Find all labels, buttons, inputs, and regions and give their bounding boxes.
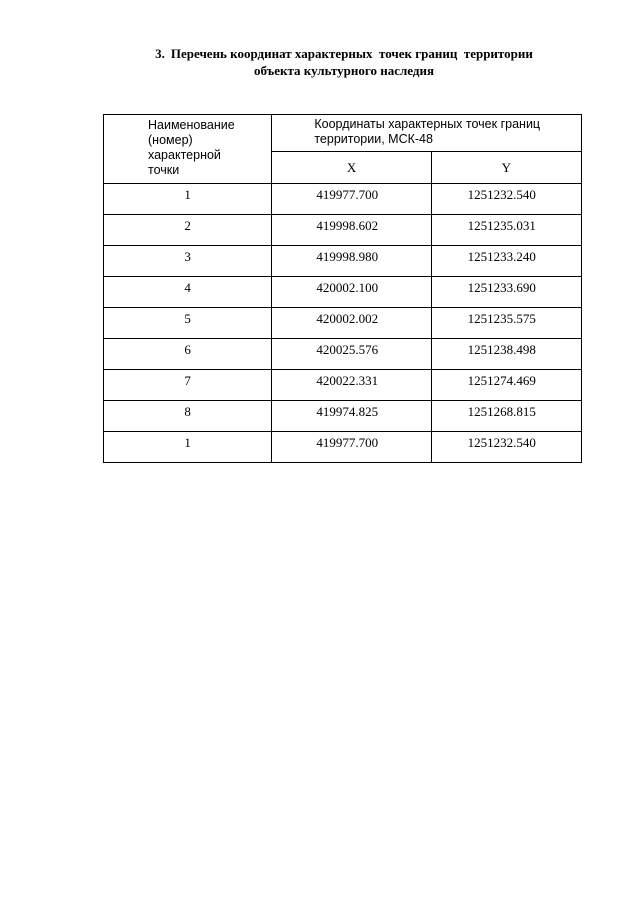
cell-y: 1251274.469	[431, 370, 581, 401]
cell-x: 420002.100	[272, 277, 431, 308]
table-header-row	[104, 115, 582, 152]
heading-line-2: объекта культурного наследия	[254, 63, 434, 78]
cell-x: 419977.700	[272, 184, 431, 215]
table-row	[104, 432, 582, 463]
cell-x: 419998.980	[272, 246, 431, 277]
table-row	[104, 401, 582, 432]
coordinates-table	[103, 114, 582, 463]
cell-x: 420025.576	[272, 339, 431, 370]
heading-text-1: Перечень координат характерных точек границ территории	[170, 46, 533, 61]
table-row	[104, 339, 582, 370]
cell-y: 1251235.031	[431, 215, 581, 246]
table-row	[104, 215, 582, 246]
table-row	[104, 277, 582, 308]
cell-x: 419977.700	[272, 432, 431, 463]
heading-line-1	[104, 45, 584, 62]
cell-y: 1251232.540	[431, 432, 581, 463]
cell-point: 6	[104, 339, 272, 370]
heading-number: 3.	[155, 46, 165, 61]
header-point-name-line: (номер)	[148, 133, 193, 147]
header-point-name-line: Наименование	[148, 118, 235, 132]
table-row	[104, 370, 582, 401]
header-point-name-line: характерной	[148, 148, 221, 162]
table-row	[104, 184, 582, 215]
cell-y: 1251233.690	[431, 277, 581, 308]
cell-point: 3	[104, 246, 272, 277]
cell-x: 420022.331	[272, 370, 431, 401]
header-point-name-line: точки	[148, 163, 180, 177]
cell-x: 419974.825	[272, 401, 431, 432]
cell-x: 419998.602	[272, 215, 431, 246]
cell-point: 4	[104, 277, 272, 308]
cell-point: 7	[104, 370, 272, 401]
header-x: X	[272, 152, 431, 184]
cell-y: 1251268.815	[431, 401, 581, 432]
table-row	[104, 308, 582, 339]
cell-point: 1	[104, 184, 272, 215]
cell-y: 1251238.498	[431, 339, 581, 370]
cell-y: 1251232.540	[431, 184, 581, 215]
cell-point: 8	[104, 401, 272, 432]
cell-y: 1251235.575	[431, 308, 581, 339]
section-heading	[104, 45, 584, 79]
table-row	[104, 246, 582, 277]
header-point-name	[104, 115, 272, 184]
cell-point: 5	[104, 308, 272, 339]
header-coordinates-group: Координаты характерных точек границ территории, МСК-48	[272, 115, 582, 152]
cell-x: 420002.002	[272, 308, 431, 339]
cell-y: 1251233.240	[431, 246, 581, 277]
cell-point: 1	[104, 432, 272, 463]
header-y: Y	[431, 152, 581, 184]
cell-point: 2	[104, 215, 272, 246]
